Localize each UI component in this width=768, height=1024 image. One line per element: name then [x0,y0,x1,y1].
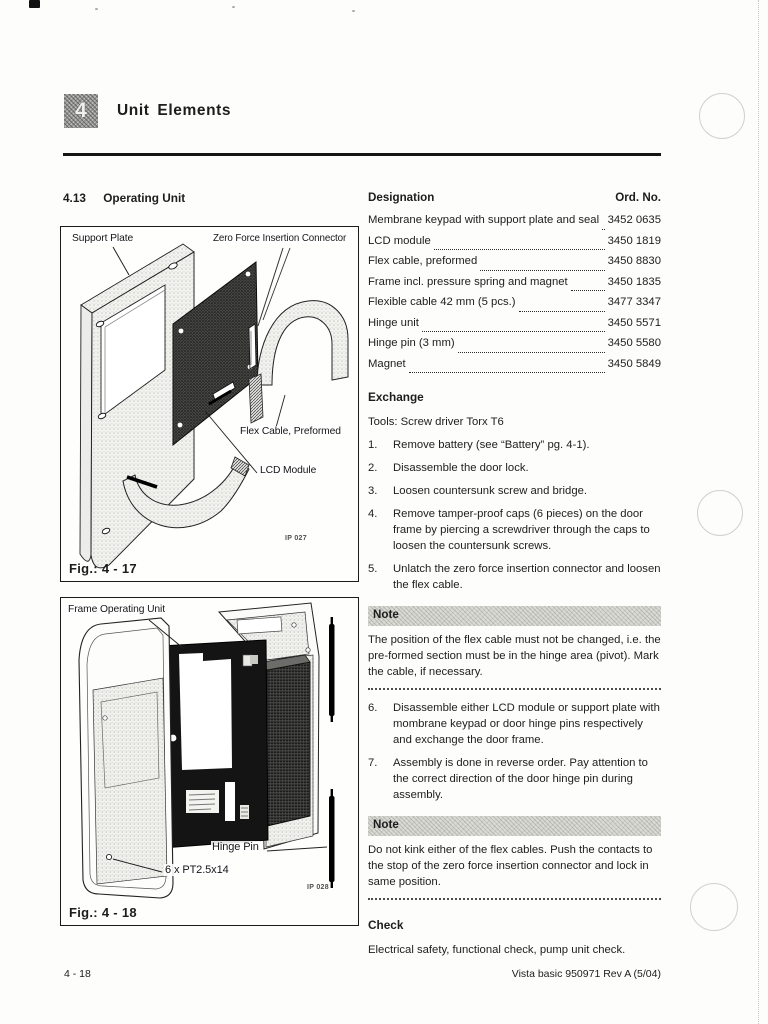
part-designation: Frame incl. pressure spring and magnet [368,275,568,288]
table-row [368,335,661,356]
page-edge-line [758,0,759,1024]
part-designation: Flex cable, preformed [368,255,478,268]
part-ordno: 3450 8830 [607,255,661,268]
step-number: 7. [368,757,378,770]
procedure-step [368,460,661,476]
scan-speck [232,6,235,8]
ordno-column-header: Ord. No. [615,191,661,204]
fig-4-17-drawing [61,227,358,581]
scan-speck [95,8,98,10]
figure-image-ref: IP 027 [285,535,307,542]
dotted-leader [422,331,605,332]
page-number: 4 - 18 [64,968,91,980]
note-block [368,606,661,690]
scan-speck [352,10,355,12]
step-number: 2. [368,462,378,475]
dotted-leader [480,270,604,271]
step-number: 4. [368,508,378,521]
document-reference: Vista basic 950971 Rev A (5/04) [511,968,661,980]
step-text: Loosen countersunk screw and bridge. [393,485,588,498]
chapter-number: 4 [75,99,87,122]
figure-4-17 [60,226,359,582]
table-row [368,253,661,274]
chapter-number-badge [64,94,98,128]
note-label: Note [368,606,661,625]
label-hinge-pin: Hinge Pin [212,841,259,853]
figure-image-ref: IP 028 [307,884,329,891]
section-number: 4.13 [63,191,86,205]
punch-hole [690,883,738,931]
step-number: 5. [368,563,378,576]
table-row [368,233,661,254]
step-text: Unlatch the zero force insertion connector and loosen the flex cable. [393,563,661,592]
parts-table-header [368,190,661,206]
label-flex-cable: Flex Cable, Preformed [240,426,341,437]
dotted-leader [409,372,605,373]
part-ordno: 3450 5571 [607,316,661,329]
designation-column-header: Designation [368,191,435,204]
step-text: Remove battery (see “Battery” pg. 4-1). [393,439,590,452]
part-designation: Magnet [368,357,406,370]
note-text: The position of the flex cable must not be changed, i.e. the pre-formed section must be in the hinge area (pivot). Mark the cable, if necessary. [368,632,661,690]
step-text: Assembly is done in reverse order. Pay attention to the correct direction of the door hinge pin during assembly. [393,757,648,802]
step-text: Disassemble either LCD module or support plate with mombrane keypad or door hinge pins respectively and exchange the door frame. [393,702,660,747]
dotted-leader [571,290,605,291]
procedure-step [368,755,661,803]
figure-caption: Fig.: 4 - 18 [69,905,137,920]
step-text: Disassemble the door lock. [393,462,529,475]
note-label: Note [368,816,661,835]
step-number: 6. [368,702,378,715]
step-number: 3. [368,485,378,498]
punch-hole [699,93,745,139]
procedure-step [368,437,661,453]
label-frame-operating-unit: Frame Operating Unit [68,604,166,615]
section-heading [63,191,185,205]
procedure-step [368,561,661,593]
dotted-leader [602,229,604,230]
table-row [368,294,661,315]
scan-corner-artifact [29,0,40,8]
part-ordno: 3450 1819 [607,234,661,247]
part-designation: Membrane keypad with support plate and seal [368,214,600,227]
procedure-step [368,506,661,554]
part-ordno: 3450 1835 [607,275,661,288]
section-title: Operating Unit [103,191,186,205]
procedure-step [368,700,661,748]
figure-caption: Fig.: 4 - 17 [69,561,137,576]
part-ordno: 3452 0635 [607,214,661,227]
exchange-heading: Exchange [368,390,424,405]
check-text: Electrical safety, functional check, pump unit check. [368,943,626,956]
tools-line: Tools: Screw driver Torx T6 [368,416,504,429]
chapter-title: Unit Elements [117,102,232,119]
table-row [368,315,661,336]
figure-4-18 [60,597,359,926]
table-row [368,212,661,233]
part-ordno: 3450 5849 [607,357,661,370]
part-designation: Hinge pin (3 mm) [368,337,455,350]
note-text: Do not kink either of the flex cables. Push the contacts to the stop of the zero force insertion connector and lock in same position. [368,842,661,900]
part-ordno: 3477 3347 [607,296,661,309]
label-screws: 6 x PT2.5x14 [165,864,229,876]
part-designation: LCD module [368,234,431,247]
table-row [368,356,661,377]
step-number: 1. [368,439,378,452]
content-column [368,190,661,958]
procedure-step [368,483,661,499]
dotted-leader [458,352,605,353]
step-text: Remove tamper-proof caps (6 pieces) on the door frame by piercing a screwdriver through the caps to loosen the countersunk screws. [393,508,650,553]
part-designation: Hinge unit [368,316,419,329]
label-support-plate: Support Plate [72,233,134,244]
label-lcd-module: LCD Module [260,465,317,476]
header-rule [63,153,661,156]
check-heading: Check [368,917,404,932]
part-ordno: 3450 5580 [607,337,661,350]
part-designation: Flexible cable 42 mm (5 pcs.) [368,296,516,309]
label-zero-force-connector: Zero Force Insertion Connector [213,233,347,244]
table-row [368,274,661,295]
dotted-leader [519,311,605,312]
punch-hole [697,490,743,536]
dotted-leader [434,249,605,250]
note-block [368,816,661,900]
